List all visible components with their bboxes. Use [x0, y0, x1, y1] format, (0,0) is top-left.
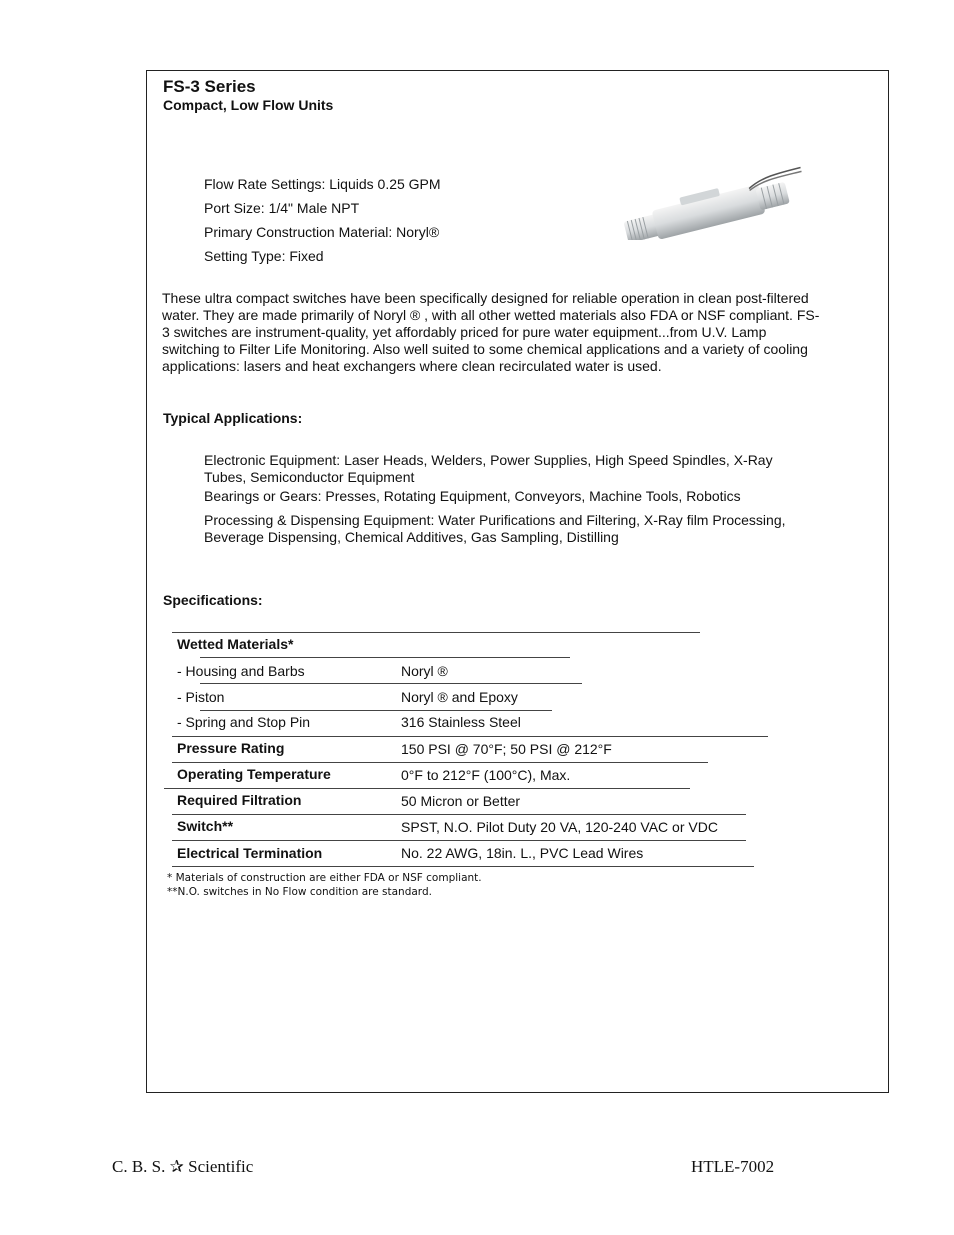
- spec-value-temperature: 0°F to 212°F (100°C), Max.: [401, 767, 571, 783]
- spec-label-housing: - Housing and Barbs: [177, 663, 305, 679]
- spec-rule: [164, 788, 690, 789]
- applications-heading: Typical Applications:: [163, 410, 303, 426]
- feature-setting-type: Setting Type: Fixed: [204, 248, 324, 264]
- spec-rule: [172, 736, 768, 737]
- specifications-heading: Specifications:: [163, 592, 263, 608]
- page-subtitle: Compact, Low Flow Units: [163, 97, 334, 113]
- spec-label-switch: Switch**: [177, 818, 234, 834]
- feature-port-size: Port Size: 1/4" Male NPT: [204, 200, 360, 216]
- application-bearings: Bearings or Gears: Presses, Rotating Equipment, Conveyors, Machine Tools, Robotics: [204, 488, 741, 504]
- application-processing: Processing & Dispensing Equipment: Water Purifications and Filtering, X-Ray film Processing, Beverage Dispensing, Chemical Additives, Gas Sampling, Distilling: [204, 512, 786, 545]
- product-description: These ultra compact switches have been specifically designed for reliable operation in clean post-filtered water. They are made primarily of Noryl ® , with all other wetted materials also FDA or NSF compliant. FS-3 switches are instrument-quality, yet affordably priced for pure water equipment...from U.V. Lamp switching to Filter Life Monitoring. Also well suited to some chemical applications and a variety of cooling applications: lasers and heat exchangers where clean recirculated water is used.: [162, 290, 820, 374]
- spec-label-piston: - Piston: [177, 689, 225, 705]
- spec-rule: [200, 657, 570, 658]
- spec-label-spring: - Spring and Stop Pin: [177, 714, 311, 730]
- spec-rule: [200, 683, 582, 684]
- spec-value-electrical: No. 22 AWG, 18in. L., PVC Lead Wires: [401, 845, 644, 861]
- spec-rule: [200, 710, 552, 711]
- spec-label-filtration: Required Filtration: [177, 792, 302, 808]
- spec-rule: [172, 840, 746, 841]
- spec-rule: [172, 814, 746, 815]
- flow-switch-product-image: [612, 160, 812, 240]
- page-title: FS-3 Series: [163, 77, 256, 96]
- spec-label-electrical: Electrical Termination: [177, 845, 323, 861]
- spec-value-housing: Noryl ®: [401, 663, 448, 679]
- footer-company: C. B. S. ✰ Scientific: [112, 1157, 254, 1176]
- feature-flow-rate: Flow Rate Settings: Liquids 0.25 GPM: [204, 176, 441, 192]
- spec-rule: [172, 762, 708, 763]
- spec-footnote-switch: **N.O. switches in No Flow condition are standard.: [167, 886, 432, 898]
- application-electronic: Electronic Equipment: Laser Heads, Welders, Power Supplies, High Speed Spindles, X-Ray Tubes, Semiconductor Equipment: [204, 452, 773, 485]
- spec-label-temperature: Operating Temperature: [177, 766, 331, 782]
- feature-material: Primary Construction Material: Noryl®: [204, 224, 440, 240]
- spec-value-pressure: 150 PSI @ 70°F; 50 PSI @ 212°F: [401, 741, 612, 757]
- spec-rule: [172, 632, 700, 633]
- spec-value-filtration: 50 Micron or Better: [401, 793, 521, 809]
- spec-footnote-materials: * Materials of construction are either FDA or NSF compliant.: [167, 872, 482, 884]
- spec-label-pressure: Pressure Rating: [177, 740, 285, 756]
- spec-value-spring: 316 Stainless Steel: [401, 714, 521, 730]
- footer-doc-number: HTLE-7002: [691, 1157, 775, 1176]
- spec-label-wetted-materials: Wetted Materials*: [177, 636, 294, 652]
- spec-rule: [172, 866, 754, 867]
- spec-value-piston: Noryl ® and Epoxy: [401, 689, 518, 705]
- spec-value-switch: SPST, N.O. Pilot Duty 20 VA, 120-240 VAC or VDC: [401, 819, 718, 835]
